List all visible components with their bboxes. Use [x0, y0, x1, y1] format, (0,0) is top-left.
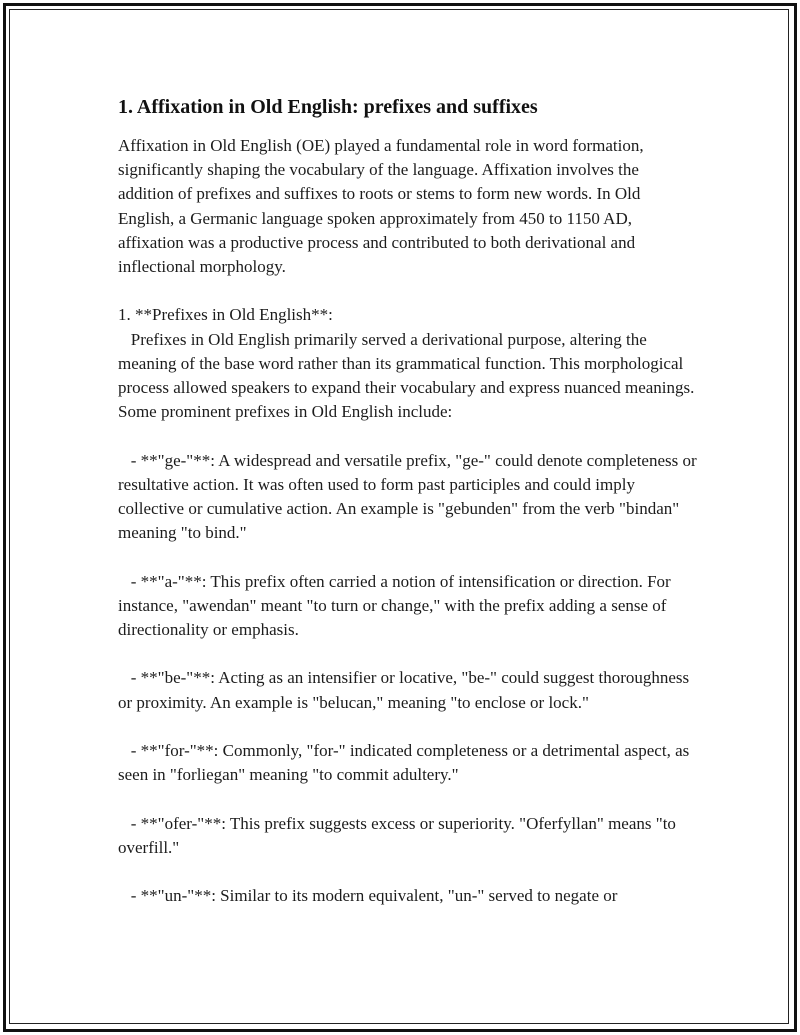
prefix-ge-item: - **"ge-"**: A widespread and versatile prefix, "ge-" could denote completeness or resultative action. It was often used to form past participles and could imply collective or cumulative action. An example is "gebunden" from the verb "bindan" meaning "to bind." [118, 450, 701, 543]
paragraph-gap [118, 545, 698, 569]
paragraph-gap [118, 424, 698, 448]
paragraph-gap [118, 787, 698, 811]
section-title: 1. Affixation in Old English: prefixes and suffixes [118, 96, 538, 118]
intro-paragraph: Affixation in Old English (OE) played a fundamental role in word formation, significantly shaping the vocabulary of the language. Affixation involves the addition of prefixes and suffixes to roots or stems to form new words. In Old English, a Germanic language spoken approximately from 450 to 1150 AD, affixation was a productive process and contributed to both derivational and inflectional morphology. [118, 136, 648, 277]
paragraph-gap [118, 860, 698, 884]
prefix-a-item: - **"a-"**: This prefix often carried a notion of intensification or direction. For instance, "awendan" meant "to turn or change," with the prefix adding a sense of directionality or emphasis. [118, 571, 675, 640]
paragraph-gap [118, 642, 698, 666]
prefix-be-item: - **"be-"**: Acting as an intensifier or locative, "be-" could suggest thoroughness or proximity. An example is "belucan," meaning "to enclose or lock." [118, 668, 694, 712]
paragraph-gap [118, 279, 698, 303]
document-body [118, 95, 701, 935]
paragraph-gap [118, 715, 698, 739]
prefix-for-item: - **"for-"**: Commonly, "for-" indicated completeness or a detrimental aspect, as seen in "forliegan" meaning "to commit adultery." [118, 741, 694, 785]
prefix-ofer-item: - **"ofer-"**: This prefix suggests excess or superiority. "Oferfyllan" means "to overfill." [118, 813, 681, 857]
prefixes-heading-paragraph: 1. **Prefixes in Old English**: Prefixes in Old English primarily served a derivational purpose, altering the meaning of the base word rather than its grammatical function. This morphological process allowed speakers to expand their vocabulary and express nuanced meanings. Some prominent prefixes in Old English include: [118, 305, 695, 422]
prefix-un-item: - **"un-"**: Similar to its modern equivalent, "un-" served to negate or [118, 886, 618, 906]
